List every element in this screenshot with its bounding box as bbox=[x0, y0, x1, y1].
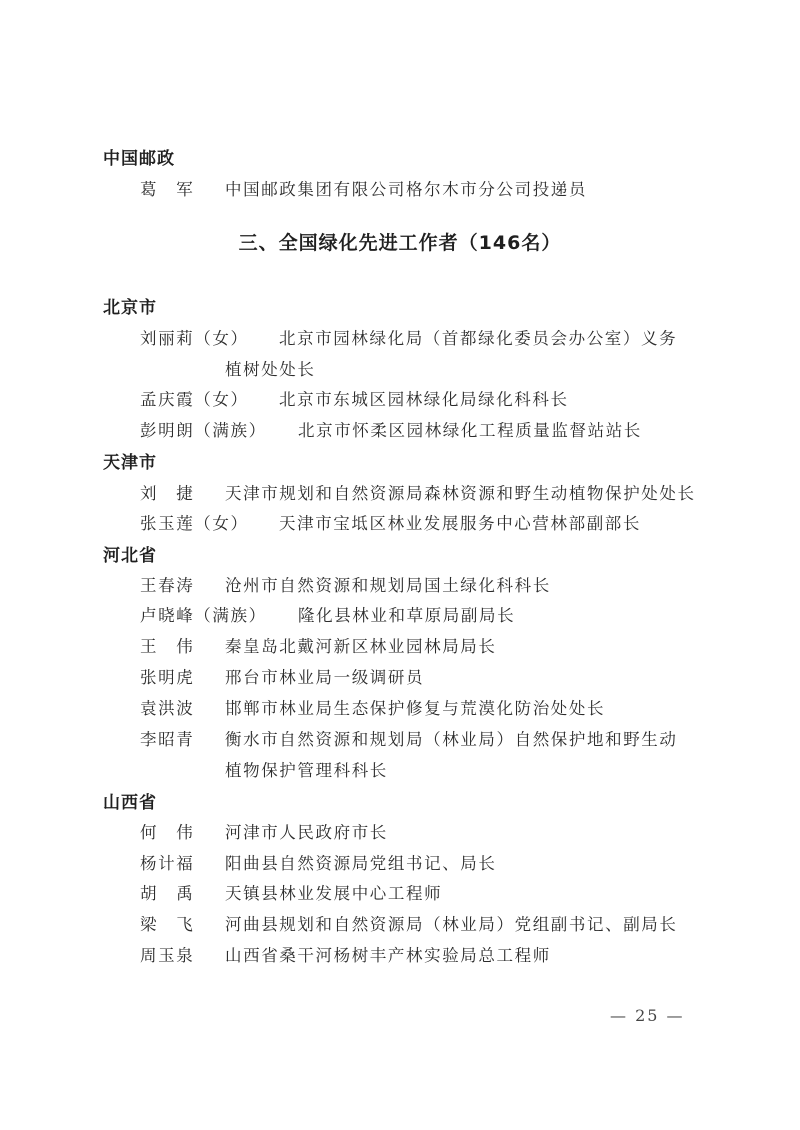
entry-title: 天津市宝坻区林业发展服务中心营林部副部长 bbox=[279, 514, 641, 533]
entry-title: 天津市规划和自然资源局森林资源和野生动植物保护处处长 bbox=[225, 484, 696, 503]
page-number: — 25 — bbox=[610, 1006, 685, 1025]
entry-name: 卢晓峰（满族） bbox=[140, 606, 267, 625]
section-heading-tianjin: 天津市 bbox=[103, 453, 157, 473]
entry-title: 北京市园林绿化局（首都绿化委员会办公室）义务 bbox=[279, 329, 678, 348]
entry-title: 天镇县林业发展中心工程师 bbox=[225, 884, 443, 903]
entry-title: 阳曲县自然资源局党组书记、局长 bbox=[225, 854, 497, 873]
entry-title: 隆化县林业和草原局副局长 bbox=[298, 606, 516, 625]
entry-title: 河曲县规划和自然资源局（林业局）党组副书记、副局长 bbox=[225, 915, 678, 934]
entry-name: 孟庆霞（女） bbox=[140, 390, 249, 409]
section-heading-shanxi: 山西省 bbox=[103, 793, 157, 813]
entry-name: 周玉泉 bbox=[140, 946, 195, 965]
entry-title: 衡水市自然资源和规划局（林业局）自然保护地和野生动 bbox=[225, 730, 678, 749]
entry-name: 李昭青 bbox=[140, 730, 195, 749]
main-title: 三、全国绿化先进工作者（146名） bbox=[238, 232, 562, 254]
entry-name: 王 伟 bbox=[140, 637, 195, 656]
entry-name: 袁洪波 bbox=[140, 699, 195, 718]
entry-name: 刘 捷 bbox=[140, 484, 195, 503]
entry-name: 王春涛 bbox=[140, 576, 195, 595]
section-heading-beijing: 北京市 bbox=[103, 298, 157, 318]
entry-name: 梁 飞 bbox=[140, 915, 195, 934]
entry-title-continued: 植树处处长 bbox=[225, 360, 316, 379]
entry-name: 葛 军 bbox=[140, 180, 195, 199]
entry-title-continued: 植物保护管理科科长 bbox=[225, 761, 388, 780]
entry-title: 沧州市自然资源和规划局国土绿化科科长 bbox=[225, 576, 551, 595]
entry-name: 杨计福 bbox=[140, 854, 195, 873]
section-heading-china-post: 中国邮政 bbox=[103, 149, 175, 169]
entry-name: 彭明朗（满族） bbox=[140, 421, 267, 440]
entry-name: 张明虎 bbox=[140, 668, 195, 687]
entry-title: 北京市东城区园林绿化局绿化科科长 bbox=[279, 390, 569, 409]
entry-title: 河津市人民政府市长 bbox=[225, 823, 388, 842]
entry-title: 中国邮政集团有限公司格尔木市分公司投递员 bbox=[225, 180, 587, 199]
entry-title: 邯郸市林业局生态保护修复与荒漠化防治处处长 bbox=[225, 699, 606, 718]
entry-name: 张玉莲（女） bbox=[140, 514, 249, 533]
entry-title: 秦皇岛北戴河新区林业园林局局长 bbox=[225, 637, 497, 656]
entry-name: 何 伟 bbox=[140, 823, 195, 842]
entry-title: 邢台市林业局一级调研员 bbox=[225, 668, 425, 687]
section-heading-hebei: 河北省 bbox=[103, 546, 157, 566]
entry-title: 北京市怀柔区园林绿化工程质量监督站站长 bbox=[298, 421, 642, 440]
entry-title: 山西省桑干河杨树丰产林实验局总工程师 bbox=[225, 946, 551, 965]
entry-name: 刘丽莉（女） bbox=[140, 329, 249, 348]
entry-name: 胡 禹 bbox=[140, 884, 195, 903]
